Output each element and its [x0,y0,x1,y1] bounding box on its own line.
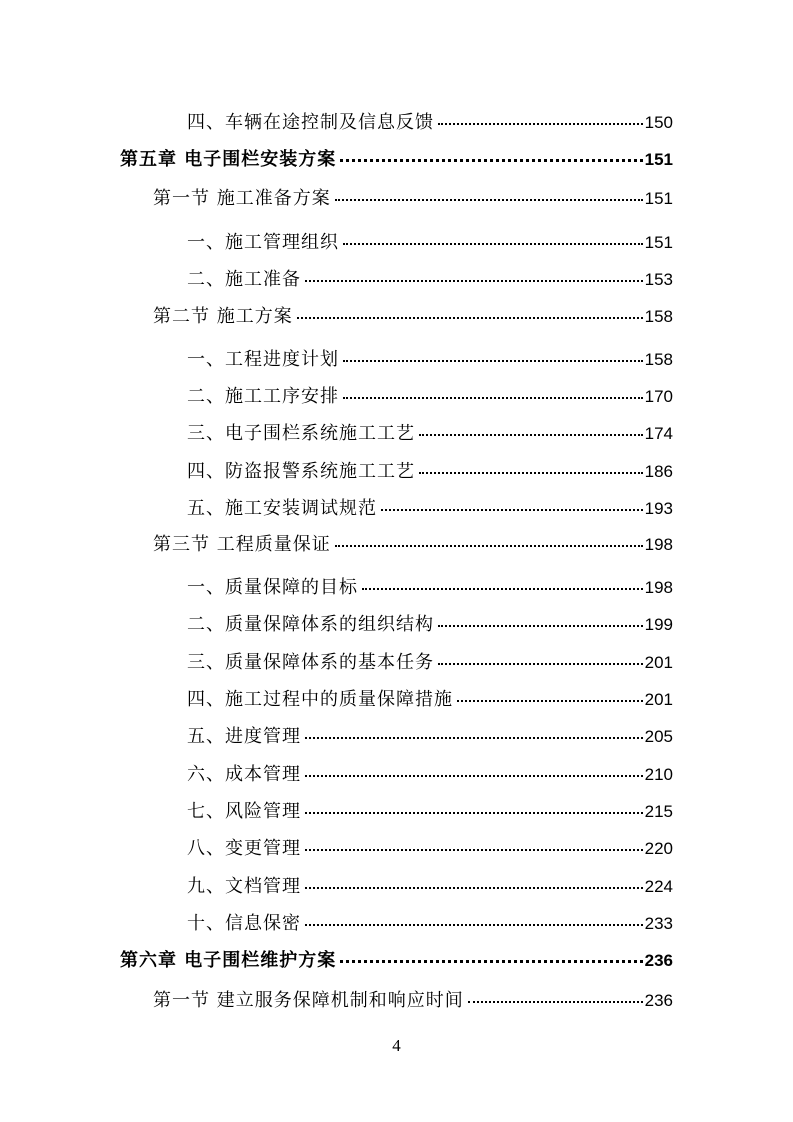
dot-leader [305,911,643,926]
dot-leader [340,146,642,162]
page-number: 4 [392,1036,401,1055]
toc-item [187,909,673,935]
toc-chapter [120,145,673,171]
toc-page-number: 233 [644,914,673,933]
toc-item [187,685,673,711]
dot-leader [419,421,643,436]
toc-item [187,345,673,371]
toc-item [187,573,673,599]
dot-leader [362,575,643,590]
toc-item [187,872,673,898]
toc-page-number: 174 [644,424,673,443]
dot-leader [438,612,643,627]
toc-title: 八、变更管理 [187,838,301,859]
toc-section [153,530,673,556]
toc-item [187,722,673,748]
dot-leader [305,874,643,889]
toc-section [153,302,673,328]
toc-item [187,108,673,134]
toc-title: 五、进度管理 [187,726,301,747]
toc-title: 三、质量保障体系的基本任务 [187,652,434,673]
toc-page-number: 150 [644,113,673,132]
toc-page-number: 151 [644,150,673,169]
dot-leader [438,110,643,125]
toc-title: 十、信息保密 [187,913,301,934]
dot-leader [335,186,643,201]
dot-leader [305,799,643,814]
toc-item [187,419,673,445]
toc-item [187,610,673,636]
dot-leader [468,988,643,1003]
toc-title: 第六章 电子围栏维护方案 [120,950,337,971]
toc-page-number: 170 [644,387,673,406]
dot-leader [343,384,643,399]
toc-title: 二、施工准备 [187,269,301,290]
dot-leader [343,347,643,362]
toc-item [187,760,673,786]
toc-page-number: 224 [644,877,673,896]
toc-title: 第五章 电子围栏安装方案 [120,149,337,170]
toc-page-number: 220 [644,839,673,858]
toc-section [153,184,673,210]
toc-page-number: 158 [644,350,673,369]
dot-leader [305,724,643,739]
toc-page-number: 198 [644,535,673,554]
toc-item [187,457,673,483]
toc-page-number: 205 [644,727,673,746]
toc-page-number: 186 [644,462,673,481]
toc-item [187,834,673,860]
toc-title: 三、电子围栏系统施工工艺 [187,423,415,444]
toc-title: 四、施工过程中的质量保障措施 [187,689,453,710]
toc-page-number: 236 [644,951,673,970]
dot-leader [340,947,642,963]
dot-leader [457,687,643,702]
toc-title: 四、车辆在途控制及信息反馈 [187,112,434,133]
toc-page-number: 193 [644,499,673,518]
dot-leader [297,304,643,319]
dot-leader [381,496,643,511]
toc-title: 七、风险管理 [187,801,301,822]
toc-title: 六、成本管理 [187,764,301,785]
toc-page-number: 201 [644,690,673,709]
toc-title: 第一节 施工准备方案 [153,188,331,209]
toc-title: 一、质量保障的目标 [187,577,358,598]
dot-leader [343,230,643,245]
toc-page-number: 153 [644,270,673,289]
dot-leader [438,650,643,665]
toc-title: 二、施工工序安排 [187,386,339,407]
toc-title: 九、文档管理 [187,876,301,897]
toc-page-number: 151 [644,233,673,252]
toc-title: 一、工程进度计划 [187,349,339,370]
toc-title: 第二节 施工方案 [153,306,293,327]
toc-item [187,382,673,408]
toc-item [187,648,673,674]
toc-page-number: 210 [644,765,673,784]
dot-leader [335,532,643,547]
dot-leader [305,836,643,851]
toc-page-number: 158 [644,307,673,326]
toc-item [187,494,673,520]
toc-page-number: 201 [644,653,673,672]
toc-title: 二、质量保障体系的组织结构 [187,614,434,635]
toc-title: 四、防盗报警系统施工工艺 [187,461,415,482]
toc-title: 一、施工管理组织 [187,232,339,253]
toc-title: 第一节 建立服务保障机制和响应时间 [153,990,464,1011]
toc-item [187,797,673,823]
toc-page-number: 236 [644,991,673,1010]
toc-title: 第三节 工程质量保证 [153,534,331,555]
toc-page-number: 215 [644,802,673,821]
toc-page-number: 199 [644,615,673,634]
toc-section [153,986,673,1012]
dot-leader [419,459,643,474]
toc-page-number: 198 [644,578,673,597]
toc-page-number: 151 [644,189,673,208]
toc-chapter [120,946,673,972]
toc-item [187,228,673,254]
dot-leader [305,267,643,282]
toc-item [187,265,673,291]
toc-title: 五、施工安装调试规范 [187,498,377,519]
dot-leader [305,762,643,777]
